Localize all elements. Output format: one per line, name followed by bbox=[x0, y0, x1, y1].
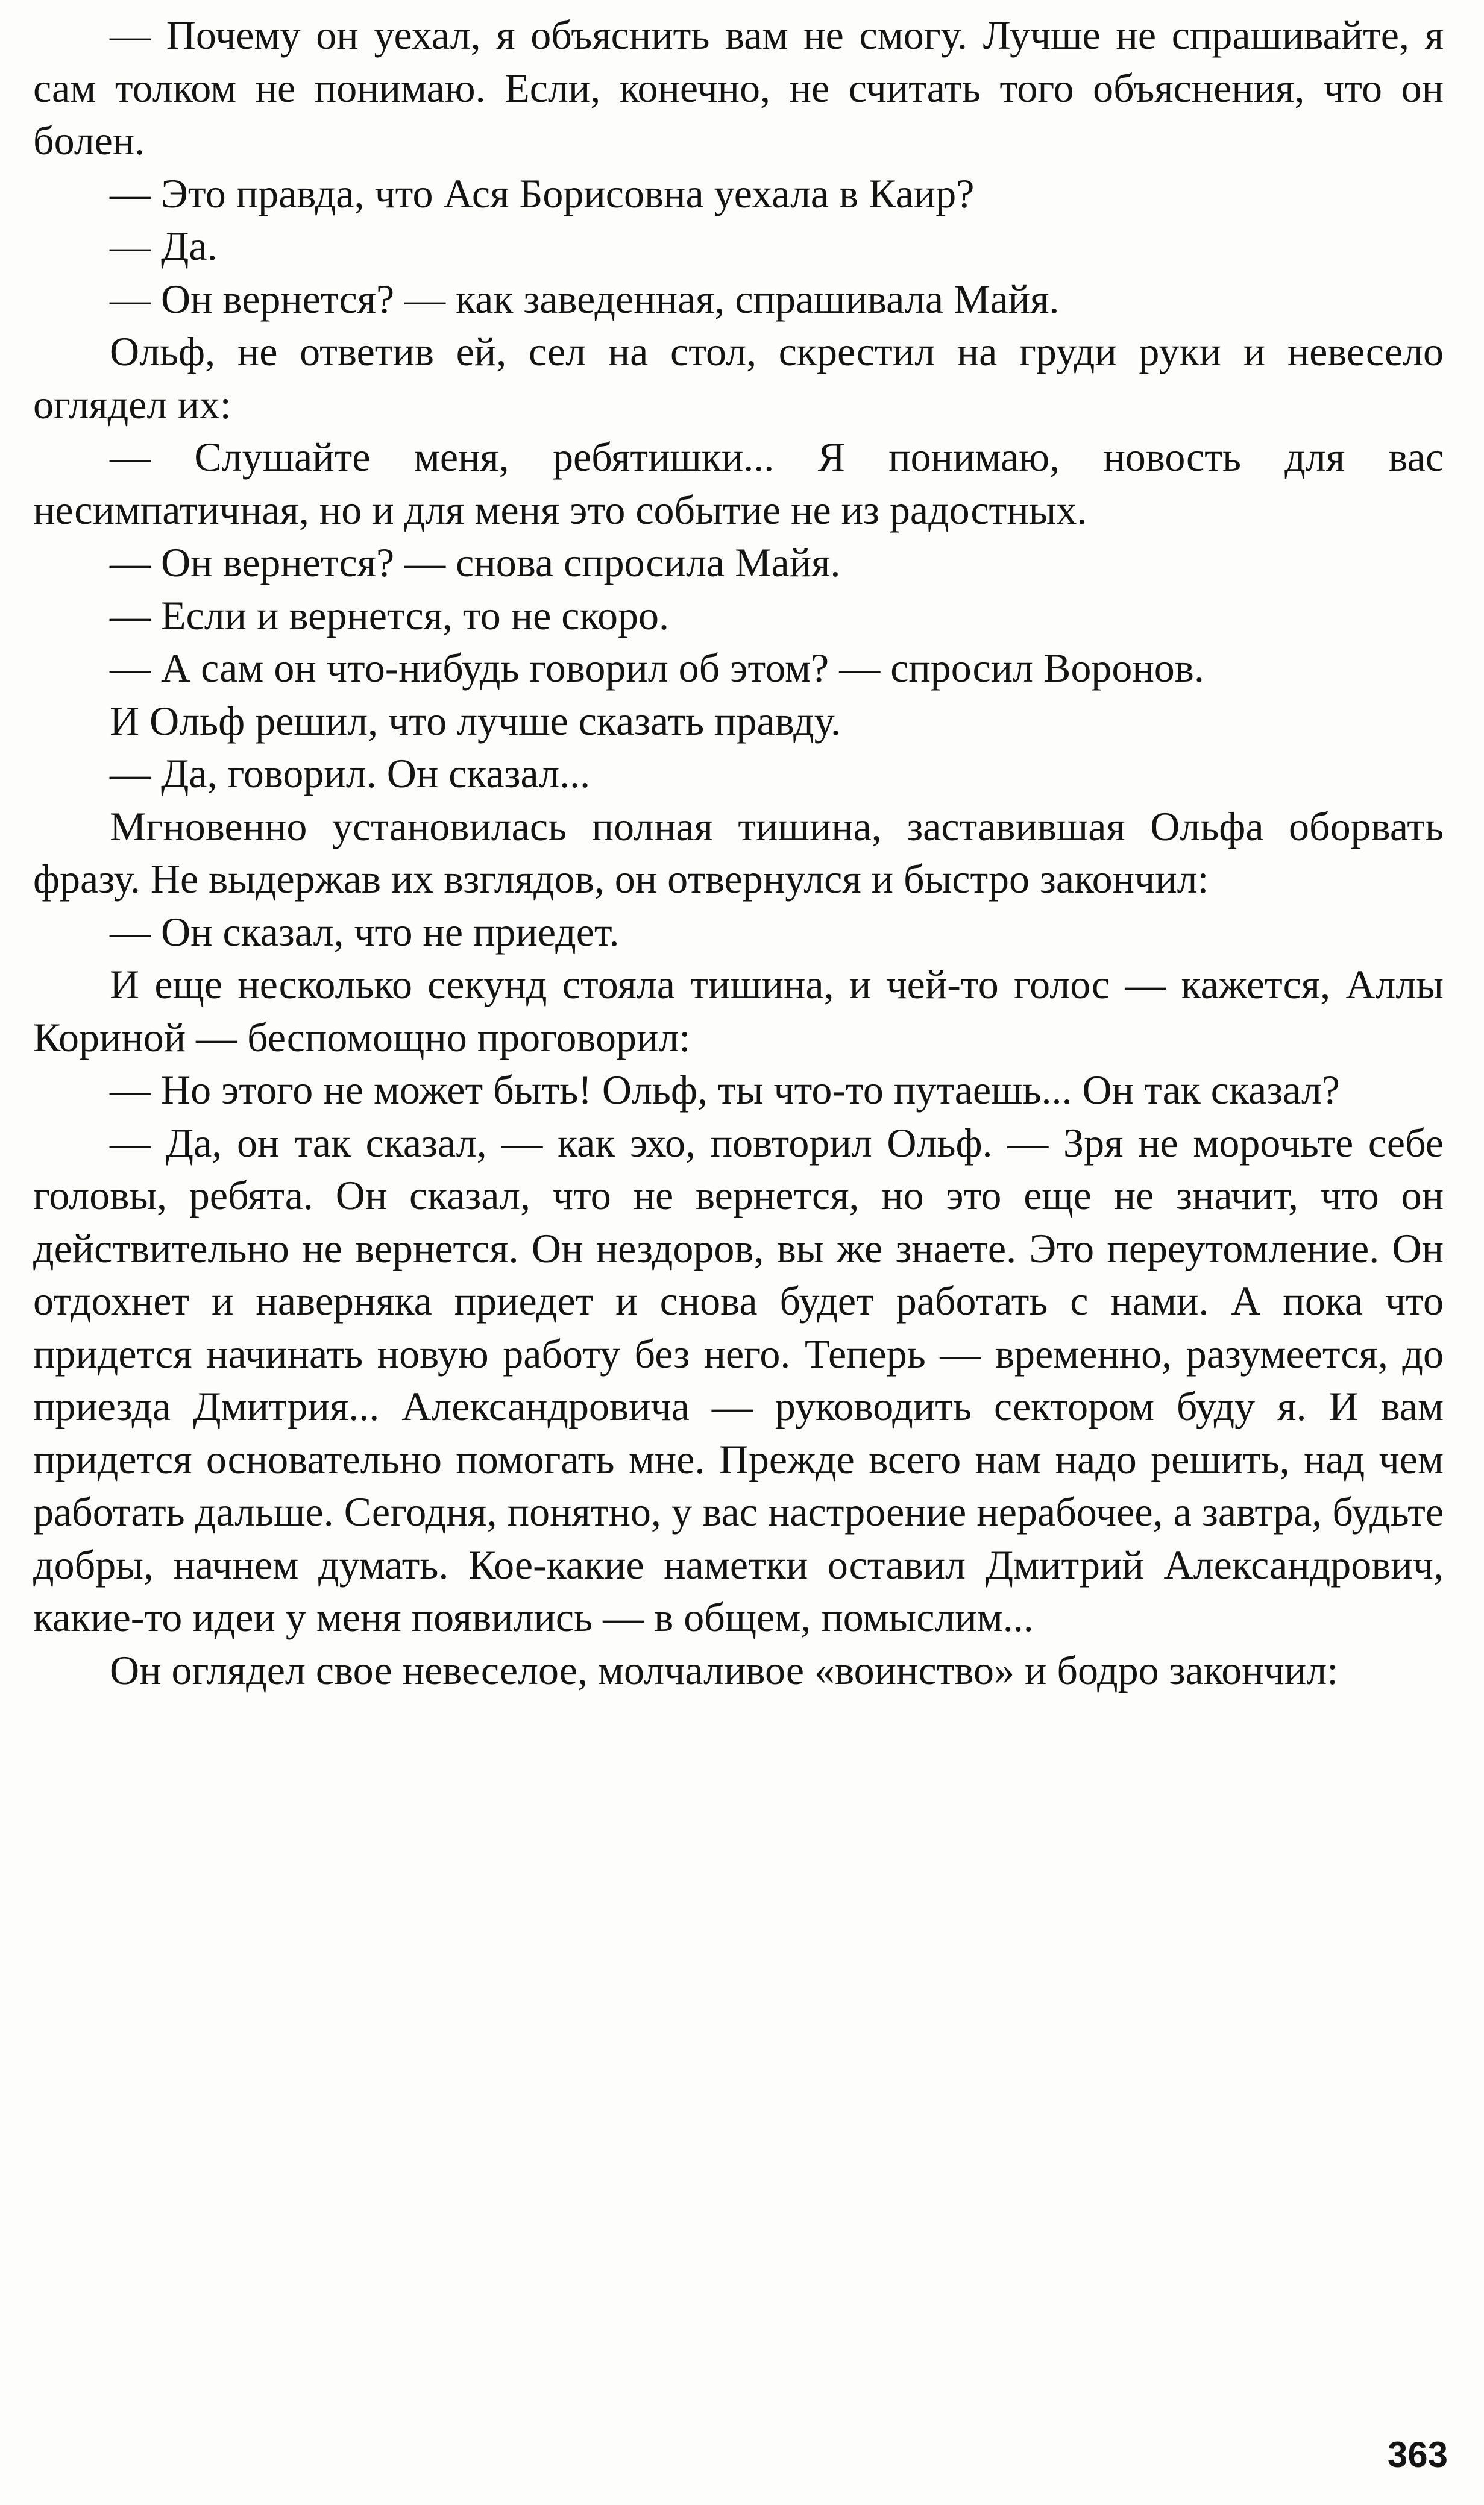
paragraph: — Он вернется? — как заведенная, спрашивала Майя. bbox=[110, 275, 1060, 322]
paragraph: — А сам он что-нибудь говорил об этом? — спросил Воронов. bbox=[110, 645, 1204, 691]
paragraph: — Слушайте меня, ребятишки... Я понимаю, новость для вас несимпатичная, но и для меня это событие не из радостных. bbox=[33, 434, 1444, 533]
paragraph: — Да, он так сказал, — как эхо, повторил Ольф. — Зря не морочьте себе головы, ребята. Он сказал, что не вернется, но это еще не значит, что он действительно не вернется. Он нездоров, вы же знаете. Это переутомление. Он отдохнет и наверняка приедет и снова будет работать с нами. А пока что придется начинать новую работу без него. Теперь — временно, разумеется, до приезда Дмитрия... Александровича — руководить сектором буду я. И вам придется основательно помогать мне. Прежде всего нам надо решить, над чем работать дальше. Сегодня, понятно, у вас настроение нерабочее, а завтра, будьте добры, начнем думать. Кое-какие наметки оставил Дмитрий Александрович, какие-то идеи у меня появились — в общем, помыслим... bbox=[33, 1119, 1444, 1640]
body-text bbox=[33, 9, 1444, 1697]
paragraph: Мгновенно установилась полная тишина, заставившая Ольфа оборвать фразу. Не выдержав их взглядов, он отвернулся и быстро закончил: bbox=[33, 803, 1444, 902]
paragraph: Он оглядел свое невеселое, молчаливое «воинство» и бодро закончил: bbox=[110, 1647, 1339, 1693]
paragraph: — Если и вернется, то не скоро. bbox=[110, 592, 670, 638]
paragraph: — Но этого не может быть! Ольф, ты что-то путаешь... Он так сказал? bbox=[110, 1067, 1340, 1113]
paragraph: — Он сказал, что не приедет. bbox=[110, 908, 620, 955]
paragraph: — Да, говорил. Он сказал... bbox=[110, 750, 591, 796]
paragraph: — Да. bbox=[110, 223, 218, 269]
page-number: 363 bbox=[1387, 2434, 1448, 2475]
paragraph: И Ольф решил, что лучше сказать правду. bbox=[110, 697, 841, 744]
paragraph: Ольф, не ответив ей, сел на стол, скрестил на груди руки и невесело оглядел их: bbox=[33, 328, 1444, 427]
paragraph: — Он вернется? — снова спросила Майя. bbox=[110, 539, 841, 585]
paragraph: И еще несколько секунд стояла тишина, и чей-то голос — кажется, Аллы Кориной — беспомощно проговорил: bbox=[33, 961, 1444, 1060]
paragraph: — Это правда, что Ася Борисовна уехала в Каир? bbox=[110, 170, 975, 216]
paragraph: — Почему он уехал, я объяснить вам не смогу. Лучше не спрашивайте, я сам толком не понимаю. Если, конечно, не считать того объяснения, что он болен. bbox=[33, 12, 1444, 163]
